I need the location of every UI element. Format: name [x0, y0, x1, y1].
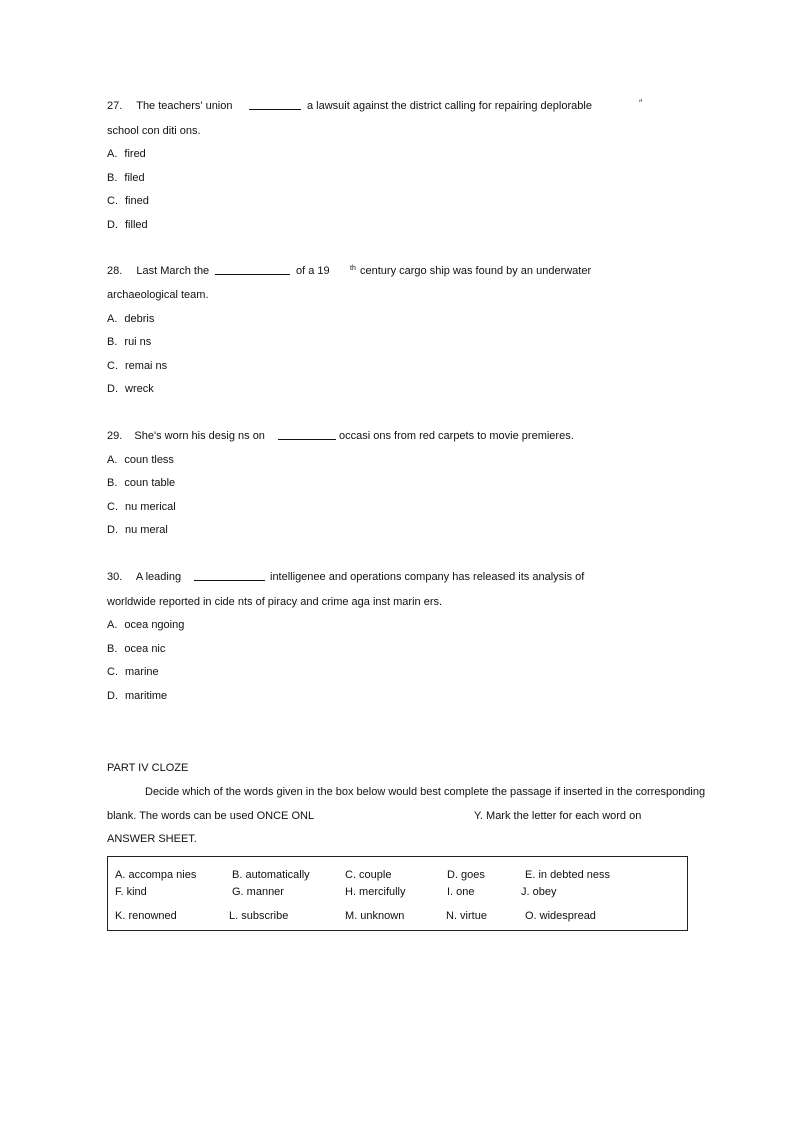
- option-d: D. filled: [107, 219, 148, 231]
- word-l: L. subscribe: [229, 910, 289, 922]
- question-number: 28.: [107, 265, 123, 277]
- instruction-line-3: ANSWER SHEET.: [107, 833, 197, 845]
- word-e: E. in debted ness: [525, 869, 611, 881]
- question-text: a lawsuit against the district calling for repairing deplorable: [307, 100, 592, 112]
- question-text-line2: worldwide reported in cide nts of piracy and crime aga inst marin ers.: [107, 596, 443, 608]
- word-m: M. unknown: [345, 910, 405, 922]
- question-number: 29.: [107, 430, 123, 442]
- word-d: D. goes: [447, 869, 485, 881]
- superscript-th: th: [350, 265, 356, 272]
- question-text: Last March the: [136, 265, 210, 277]
- option-a: A. fired: [107, 148, 146, 160]
- option-c: C. nu merical: [107, 501, 176, 513]
- option-d: D. maritime: [107, 690, 168, 702]
- word-i: I. one: [447, 886, 475, 898]
- option-a: A. debris: [107, 313, 155, 325]
- question-28-stem: [107, 265, 209, 278]
- instruction-line-1: Decide which of the words given in the box below would best complete the passage if inserted in the corresponding: [145, 786, 706, 798]
- word-h: H. mercifully: [345, 886, 406, 898]
- word-n: N. virtue: [446, 910, 487, 922]
- question-number: 27.: [107, 100, 123, 112]
- question-29-blank: [278, 430, 336, 444]
- word-b: B. automatically: [232, 869, 310, 881]
- instruction-line-2b: Y. Mark the letter for each word on: [474, 810, 642, 822]
- question-text: occasi ons from red carpets to movie premieres.: [339, 430, 574, 442]
- instruction-line-2a: blank. The words can be used ONCE ONL: [107, 810, 315, 822]
- word-j: J. obey: [521, 886, 557, 898]
- word-f: F. kind: [115, 886, 147, 898]
- question-number: 30.: [107, 571, 123, 583]
- question-27-stem: [107, 100, 233, 113]
- word-c: C. couple: [345, 869, 392, 881]
- question-27-blank: [249, 100, 301, 114]
- option-b: B. rui ns: [107, 336, 152, 348]
- option-a: A. coun tless: [107, 454, 174, 466]
- question-text: She's worn his desig ns on: [134, 430, 265, 442]
- question-text: intelligenee and operations company has released its analysis of: [270, 571, 585, 583]
- word-a: A. accompa nies: [115, 869, 197, 881]
- section-heading: PART IV CLOZE: [107, 762, 189, 774]
- question-text: A leading: [135, 571, 182, 583]
- option-c: C. fined: [107, 195, 149, 207]
- question-text: of a 19: [296, 265, 330, 277]
- question-text-line2: school con diti ons.: [107, 125, 201, 137]
- option-b: B. ocea nic: [107, 643, 166, 655]
- option-c: C. remai ns: [107, 360, 168, 372]
- stray-mark: ″: [639, 98, 643, 108]
- option-a: A. ocea ngoing: [107, 619, 185, 631]
- option-b: B. filed: [107, 172, 145, 184]
- option-d: D. wreck: [107, 383, 154, 395]
- option-d: D. nu meral: [107, 524, 168, 536]
- word-o: O. widespread: [525, 910, 596, 922]
- word-g: G. manner: [232, 886, 284, 898]
- question-text-line2: archaeological team.: [107, 289, 209, 301]
- question-text: century cargo ship was found by an underwater: [360, 265, 592, 277]
- question-28-blank: [215, 265, 290, 279]
- question-30-stem: [107, 571, 181, 584]
- question-29-stem: [107, 430, 265, 443]
- question-30-blank: [194, 571, 265, 585]
- question-text: The teachers' union: [136, 100, 233, 112]
- word-k: K. renowned: [115, 910, 177, 922]
- option-b: B. coun table: [107, 477, 176, 489]
- option-c: C. marine: [107, 666, 159, 678]
